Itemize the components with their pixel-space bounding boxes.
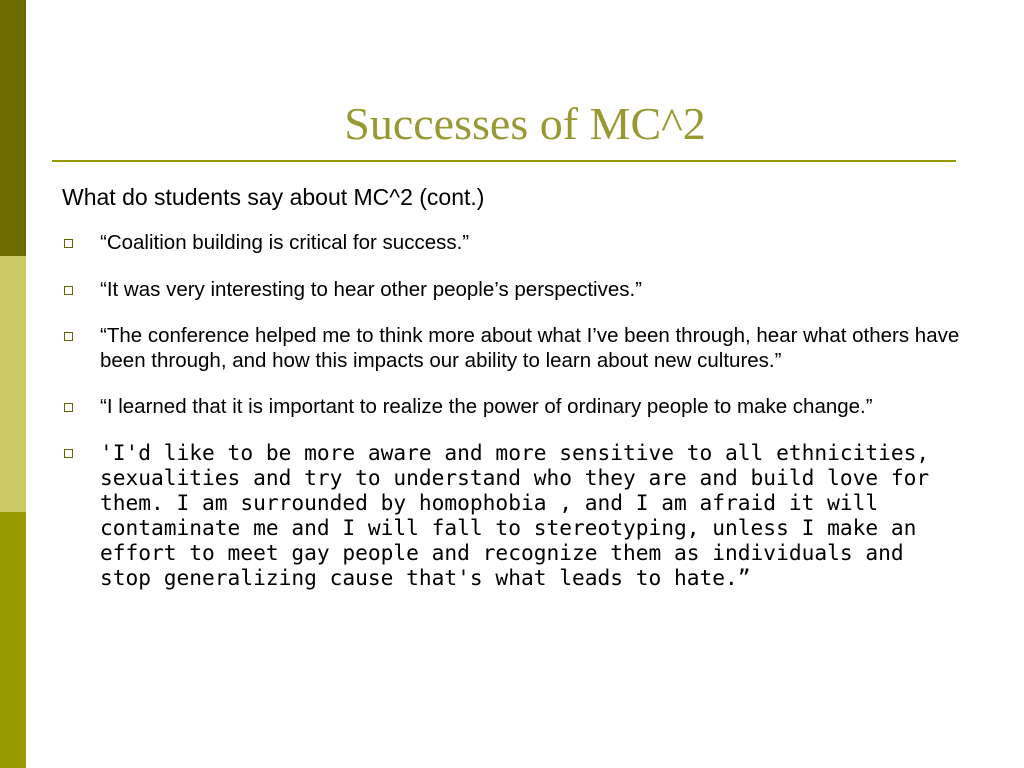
hollow-square-bullet-icon: [64, 449, 73, 458]
list-item: [62, 230, 972, 255]
bullet-text: “I learned that it is important to realize the power of ordinary people to make change.”: [100, 395, 873, 418]
bullet-text: “Coalition building is critical for success.”: [100, 231, 470, 254]
hollow-square-bullet-icon: [64, 332, 73, 341]
bullet-list: [62, 230, 972, 590]
sidebar-segment-middle: [0, 256, 26, 512]
bullet-text: 'I'd like to be more aware and more sensitive to all ethnicities, sexualities and try to understand who they are and build love for them. I am surrounded by homophobia , and I am afraid it will contaminate me and I will fall to stereotyping, unless I make an effort to meet gay people and recognize them as individuals and stop generalizing cause that's what leads to hate.”: [100, 440, 930, 590]
sidebar-decoration: [0, 0, 26, 768]
hollow-square-bullet-icon: [64, 286, 73, 295]
title-divider: [52, 160, 956, 162]
list-item: [62, 440, 972, 590]
bullet-text: “The conference helped me to think more about what I’ve been through, hear what others have been through, and how this impacts our ability to learn about new cultures.”: [100, 324, 960, 372]
list-item: [62, 323, 972, 373]
slide-subtitle: What do students say about MC^2 (cont.): [62, 184, 485, 210]
list-item: [62, 394, 972, 419]
sidebar-segment-top: [0, 0, 26, 256]
slide-title: Successes of MC^2: [344, 98, 706, 149]
list-item: [62, 277, 972, 302]
bullet-text: “It was very interesting to hear other people’s perspectives.”: [100, 278, 642, 301]
sidebar-segment-bottom: [0, 512, 26, 768]
hollow-square-bullet-icon: [64, 403, 73, 412]
hollow-square-bullet-icon: [64, 239, 73, 248]
